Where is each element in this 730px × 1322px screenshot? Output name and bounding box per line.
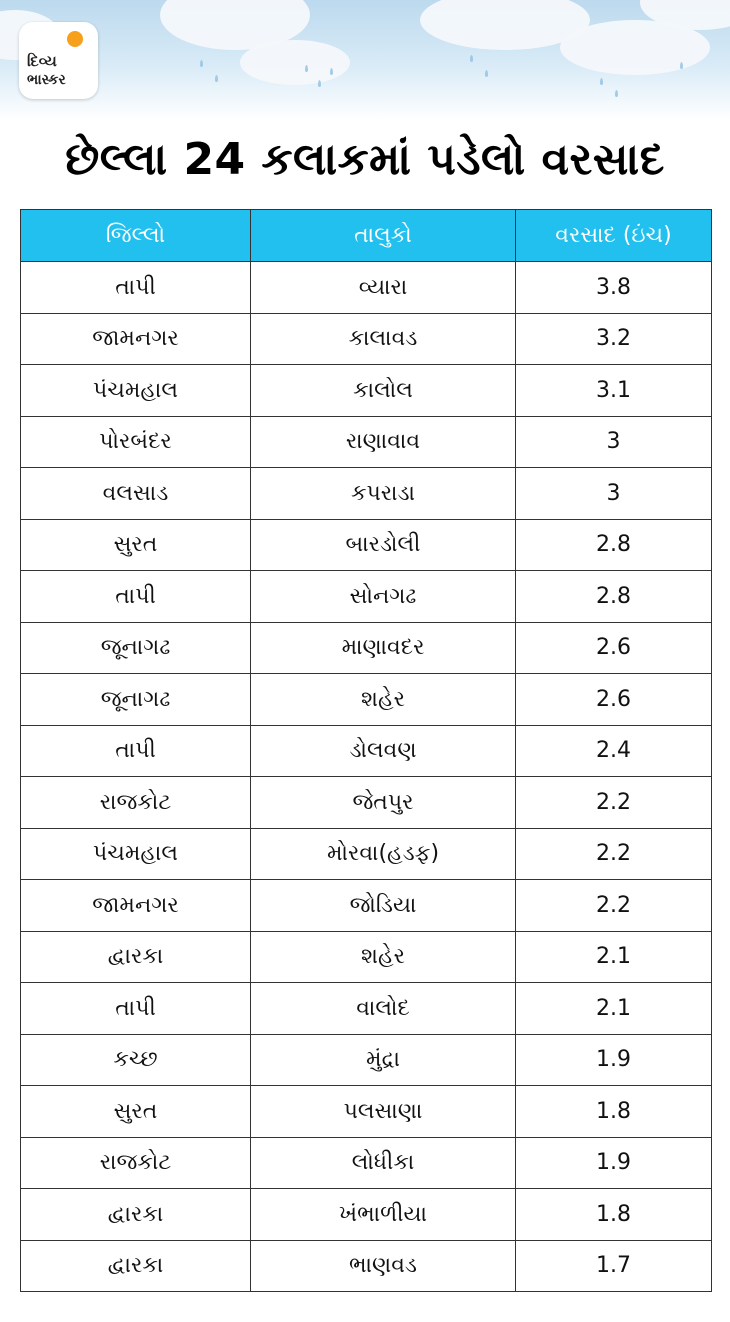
cell-district: જામનગર (21, 880, 251, 932)
cell-district: પંચમહાલ (21, 365, 251, 417)
table-row (21, 1086, 712, 1138)
cell-taluka: કાલોલ (251, 365, 516, 417)
table-row (21, 1034, 712, 1086)
table-row (21, 1189, 712, 1241)
cell-rainfall: 3.8 (516, 262, 712, 314)
raindrop-decoration (318, 80, 321, 87)
rainfall-table (20, 209, 712, 1292)
cell-district: તાપી (21, 983, 251, 1035)
cell-district: વલસાડ (21, 468, 251, 520)
raindrop-decoration (200, 60, 203, 67)
cloud-decoration (240, 40, 350, 85)
cell-district: જામનગર (21, 313, 251, 365)
cell-taluka: ભાણવડ (251, 1240, 516, 1292)
cell-taluka: કપરાડા (251, 468, 516, 520)
cell-rainfall: 3.1 (516, 365, 712, 417)
table-row (21, 313, 712, 365)
cell-district: દ્વારકા (21, 1189, 251, 1241)
cell-rainfall: 1.8 (516, 1086, 712, 1138)
cell-rainfall: 3 (516, 468, 712, 520)
table-row (21, 1240, 712, 1292)
table-row (21, 725, 712, 777)
cell-district: તાપી (21, 571, 251, 623)
cell-rainfall: 1.9 (516, 1034, 712, 1086)
cell-taluka: વ્યારા (251, 262, 516, 314)
cell-rainfall: 2.6 (516, 622, 712, 674)
cell-taluka: શહેર (251, 931, 516, 983)
raindrop-decoration (485, 70, 488, 77)
cell-taluka: વાલોદ (251, 983, 516, 1035)
cell-district: રાજકોટ (21, 1137, 251, 1189)
logo-line1: દિવ્ય (27, 52, 57, 70)
table-row (21, 365, 712, 417)
divya-bhaskar-logo (19, 22, 98, 99)
cell-district: રાજકોટ (21, 777, 251, 829)
cell-rainfall: 1.8 (516, 1189, 712, 1241)
cell-district: સુરત (21, 519, 251, 571)
cell-taluka: મુંદ્રા (251, 1034, 516, 1086)
cell-taluka: જેતપુર (251, 777, 516, 829)
cell-rainfall: 2.1 (516, 983, 712, 1035)
table-row (21, 828, 712, 880)
cell-taluka: પલસાણા (251, 1086, 516, 1138)
header-taluka: તાલુકો (251, 210, 516, 262)
cell-district: જૂનાગઢ (21, 622, 251, 674)
cell-district: કચ્છ (21, 1034, 251, 1086)
cell-taluka: માણાવદર (251, 622, 516, 674)
raindrop-decoration (615, 90, 618, 97)
cell-rainfall: 3 (516, 416, 712, 468)
raindrop-decoration (305, 65, 308, 72)
cell-taluka: કાલાવડ (251, 313, 516, 365)
table-row (21, 931, 712, 983)
table-row (21, 571, 712, 623)
cell-rainfall: 2.8 (516, 519, 712, 571)
weather-banner (0, 0, 730, 120)
table-row (21, 622, 712, 674)
cell-taluka: ડોલવણ (251, 725, 516, 777)
cell-rainfall: 2.2 (516, 828, 712, 880)
table-row (21, 674, 712, 726)
header-district: જિલ્લો (21, 210, 251, 262)
cell-taluka: ખંભાળીયા (251, 1189, 516, 1241)
table-row (21, 880, 712, 932)
cell-district: તાપી (21, 725, 251, 777)
raindrop-decoration (215, 75, 218, 82)
cell-rainfall: 2.2 (516, 777, 712, 829)
table-row (21, 262, 712, 314)
cell-district: પંચમહાલ (21, 828, 251, 880)
cell-rainfall: 2.1 (516, 931, 712, 983)
cell-district: જૂનાગઢ (21, 674, 251, 726)
cell-taluka: બારડોલી (251, 519, 516, 571)
raindrop-decoration (330, 68, 333, 75)
header-rainfall: વરસાદ (ઇંચ) (516, 210, 712, 262)
raindrop-decoration (470, 55, 473, 62)
cell-taluka: લોધીકા (251, 1137, 516, 1189)
cell-rainfall: 2.6 (516, 674, 712, 726)
table-header-row (21, 210, 712, 262)
cell-district: તાપી (21, 262, 251, 314)
table-row (21, 416, 712, 468)
cell-rainfall: 2.2 (516, 880, 712, 932)
cell-taluka: સોનગઢ (251, 571, 516, 623)
cell-district: પોરબંદર (21, 416, 251, 468)
cell-rainfall: 2.8 (516, 571, 712, 623)
table-row (21, 468, 712, 520)
page-title: છેલ્લા 24 કલાકમાં પડેલો વરસાદ (65, 134, 665, 185)
cell-rainfall: 1.9 (516, 1137, 712, 1189)
table-row (21, 777, 712, 829)
cell-district: દ્વારકા (21, 1240, 251, 1292)
cell-taluka: જોડિયા (251, 880, 516, 932)
logo-line2: ભાસ્કર (27, 72, 66, 88)
cell-taluka: રાણાવાવ (251, 416, 516, 468)
raindrop-decoration (600, 78, 603, 85)
raindrop-decoration (680, 62, 683, 69)
sun-icon (67, 31, 83, 47)
table-row (21, 519, 712, 571)
cell-rainfall: 1.7 (516, 1240, 712, 1292)
cell-rainfall: 3.2 (516, 313, 712, 365)
table-row (21, 983, 712, 1035)
cell-rainfall: 2.4 (516, 725, 712, 777)
table-row (21, 1137, 712, 1189)
cell-district: સુરત (21, 1086, 251, 1138)
cell-taluka: શહેર (251, 674, 516, 726)
cell-taluka: મોરવા(હડફ) (251, 828, 516, 880)
cell-district: દ્વારકા (21, 931, 251, 983)
